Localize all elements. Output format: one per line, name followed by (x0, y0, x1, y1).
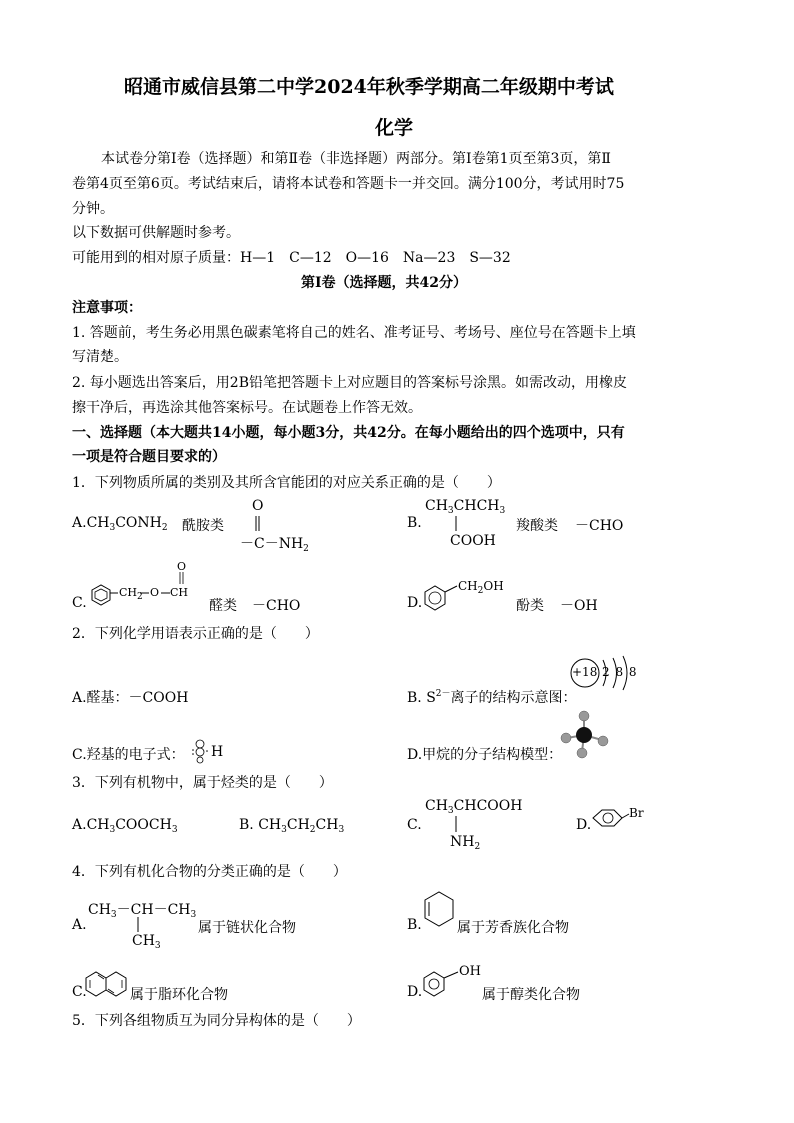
q1-b-bottom: COOH (450, 533, 496, 549)
q1-c-top-oxygen: O (177, 560, 187, 573)
q4-a-top-sub1: 3 (110, 910, 117, 920)
q1-stem: 1．下列物质所属的类别及其所含官能团的对应关系正确的是（ ） (72, 475, 501, 491)
q3-c-top-sub: 3 (447, 806, 454, 816)
q4-a-top-text: CH (88, 902, 111, 918)
q3-c-top (425, 798, 522, 814)
q2-option-a: A.醛基：－COOH (72, 690, 189, 706)
intro-line-4: 以下数据可供解题时参考。 (72, 225, 240, 241)
part-heading-b: 一项是符合题目要求的） (72, 449, 226, 465)
q3-c-bottom-sub: 2 (474, 842, 481, 852)
q4-b-text: 属于芳香族化合物 (457, 920, 569, 936)
q3-c-bottom-text: NH (450, 834, 475, 850)
q4-d-text: 属于醇类化合物 (482, 987, 580, 1003)
q4-a-top-mid: －CH－CH (116, 902, 191, 918)
q4-stem: 4．下列有机化合物的分类正确的是（ ） (72, 864, 347, 880)
q4-b-label: B. (407, 917, 422, 933)
page-title: 昭通市威信县第二中学2024年秋季学期高二年级期中考试 (124, 76, 614, 98)
atomic-mass-line: 可能用到的相对原子质量：H—1 C—12 O—16 Na—23 S—32 (72, 250, 511, 266)
q1-a-sub2: 2 (161, 523, 168, 533)
q1-d-sub-text: CH (458, 579, 478, 593)
q1-c-class: 醛类 (209, 598, 237, 614)
q3-b-sub3: 3 (338, 825, 345, 835)
q3-c-bottom (450, 834, 480, 850)
q1-a-group (240, 533, 309, 553)
q2-option-b (407, 687, 577, 707)
q4-a-bottom-text: CH (132, 933, 155, 949)
q3-a-sub1: 3 (109, 825, 116, 835)
notice-title: 注意事项： (72, 300, 142, 316)
q3-stem: 3．下列有机物中，属于烃类的是（ ） (72, 775, 333, 791)
q1-d-sub-sub: 2 (477, 586, 484, 596)
q1-c-chain-sub: 2 (137, 592, 143, 602)
notice-1b: 写清楚。 (72, 349, 128, 365)
q3-option-a (72, 817, 178, 833)
ion-nucleus-label: +18 (572, 665, 598, 679)
intro-line-3: 分钟。 (72, 201, 114, 217)
q1-c-group: －CHO (252, 598, 301, 614)
q3-b-formula: CH (258, 817, 282, 833)
q3-a-label: A. (72, 817, 87, 833)
q3-option-b (239, 817, 344, 833)
q1-c-ch: CH (170, 586, 189, 599)
q1-b-top-text: CH (425, 498, 448, 514)
q1-b-top-sub2: 3 (499, 506, 506, 516)
q4-a-label: A. (72, 917, 87, 933)
q1-option-a (72, 515, 168, 531)
q3-c-top-rest: CHCOOH (453, 798, 523, 814)
q3-b-sub2: 2 (309, 825, 316, 835)
q2-option-c: C.羟基的电子式： (72, 747, 185, 763)
intro-line-2: 卷第4页至第6页。考试结束后，请将本试卷和答题卡一并交回。满分100分，考试用时75 (72, 176, 625, 192)
q1-c-label: C. (72, 595, 87, 611)
q1-d-group: －OH (560, 598, 598, 614)
q4-a-bottom-sub: 3 (154, 941, 161, 951)
q4-c-text: 属于脂环化合物 (130, 987, 228, 1003)
q4-a-bottom (132, 933, 161, 949)
q1-d-label: D. (407, 595, 423, 611)
q4-a-top-sub2: 3 (190, 910, 197, 920)
q4-a-top (88, 899, 196, 919)
q1-a-oxygen: O (252, 498, 264, 514)
part-heading-a: 一、选择题（本大题共14小题，每小题3分，共42分。在每小题给出的四个选项中，只有 (72, 425, 625, 441)
q1-a-formula: CH (86, 515, 110, 531)
q1-d-class: 酚类 (516, 598, 544, 614)
q1-c-chain (119, 586, 143, 602)
q3-b-rest2: CH (315, 817, 339, 833)
q2-c-hydrogen: H (211, 744, 224, 760)
section-heading: 第Ⅰ卷（选择题，共42分） (301, 275, 468, 291)
q1-d-sub-rest: OH (483, 579, 504, 593)
q1-a-label: A. (72, 515, 87, 531)
q4-d-label: D. (407, 984, 423, 1000)
q2-stem: 2．下列化学用语表示正确的是（ ） (72, 626, 319, 642)
notice-2b: 擦干净后，再选涂其他答案标号。在试题卷上作答无效。 (72, 400, 422, 416)
q3-c-label: C. (407, 817, 422, 833)
notice-1a: 1. 答题前，考生务必用黑色碳素笔将自己的姓名、准考证号、考场号、座位号在答题卡上填 (72, 325, 636, 341)
ion-shells-label: 2 8 8 (602, 665, 638, 679)
q3-d-label: D. (576, 817, 592, 833)
q1-a-formula-rest: CONH (115, 515, 162, 531)
q2-b-suffix: 离子的结构示意图： (450, 690, 577, 706)
q1-c-chain-text: CH (119, 586, 138, 599)
q1-a-group-text: －C－NH (240, 536, 304, 552)
q1-a-class: 酰胺类 (182, 518, 224, 534)
q3-b-label: B. (239, 817, 254, 833)
q3-a-sub2: 3 (171, 825, 178, 835)
q1-b-label: B. (407, 515, 422, 531)
q4-c-label: C. (72, 984, 87, 1000)
q2-b-prefix: B. S (407, 690, 436, 706)
q2-option-d: D.甲烷的分子结构模型： (407, 747, 563, 763)
subject-title: 化学 (375, 117, 414, 139)
q3-a-formula: CH (86, 817, 110, 833)
q1-b-top-rest: CHCH (453, 498, 500, 514)
q1-c-oxygen: O (150, 586, 160, 599)
q1-a-group-sub: 2 (303, 544, 309, 554)
phenol-ring-icon (0, 0, 1, 1)
notice-2a: 2. 每小题选出答案后，用2B铅笔把答题卡上对应题目的答案标号涂黑。如需改动，用橡皮 (72, 375, 628, 391)
q3-c-top-text: CH (425, 798, 448, 814)
q3-d-bromine: Br (629, 806, 644, 820)
q1-b-top (425, 498, 505, 514)
intro-line-1: 本试卷分第Ⅰ卷（选择题）和第Ⅱ卷（非选择题）两部分。第Ⅰ卷第1页至第3页，第Ⅱ (101, 151, 611, 167)
q1-a-sub1: 3 (109, 523, 116, 533)
q1-b-class: 羧酸类 (516, 518, 558, 534)
q5-stem: 5．下列各组物质互为同分异构体的是（ ） (72, 1013, 361, 1029)
q4-d-hydroxyl: OH (459, 964, 481, 979)
q1-d-substituent (458, 579, 504, 596)
q3-b-rest1: CH (286, 817, 310, 833)
q1-b-group: －CHO (575, 518, 624, 534)
q4-a-text: 属于链状化合物 (198, 920, 296, 936)
q1-b-top-sub1: 3 (447, 506, 454, 516)
q3-a-rest: COOCH (115, 817, 172, 833)
q3-b-sub1: 3 (281, 825, 287, 835)
q2-b-sup: 2－ (435, 689, 451, 699)
